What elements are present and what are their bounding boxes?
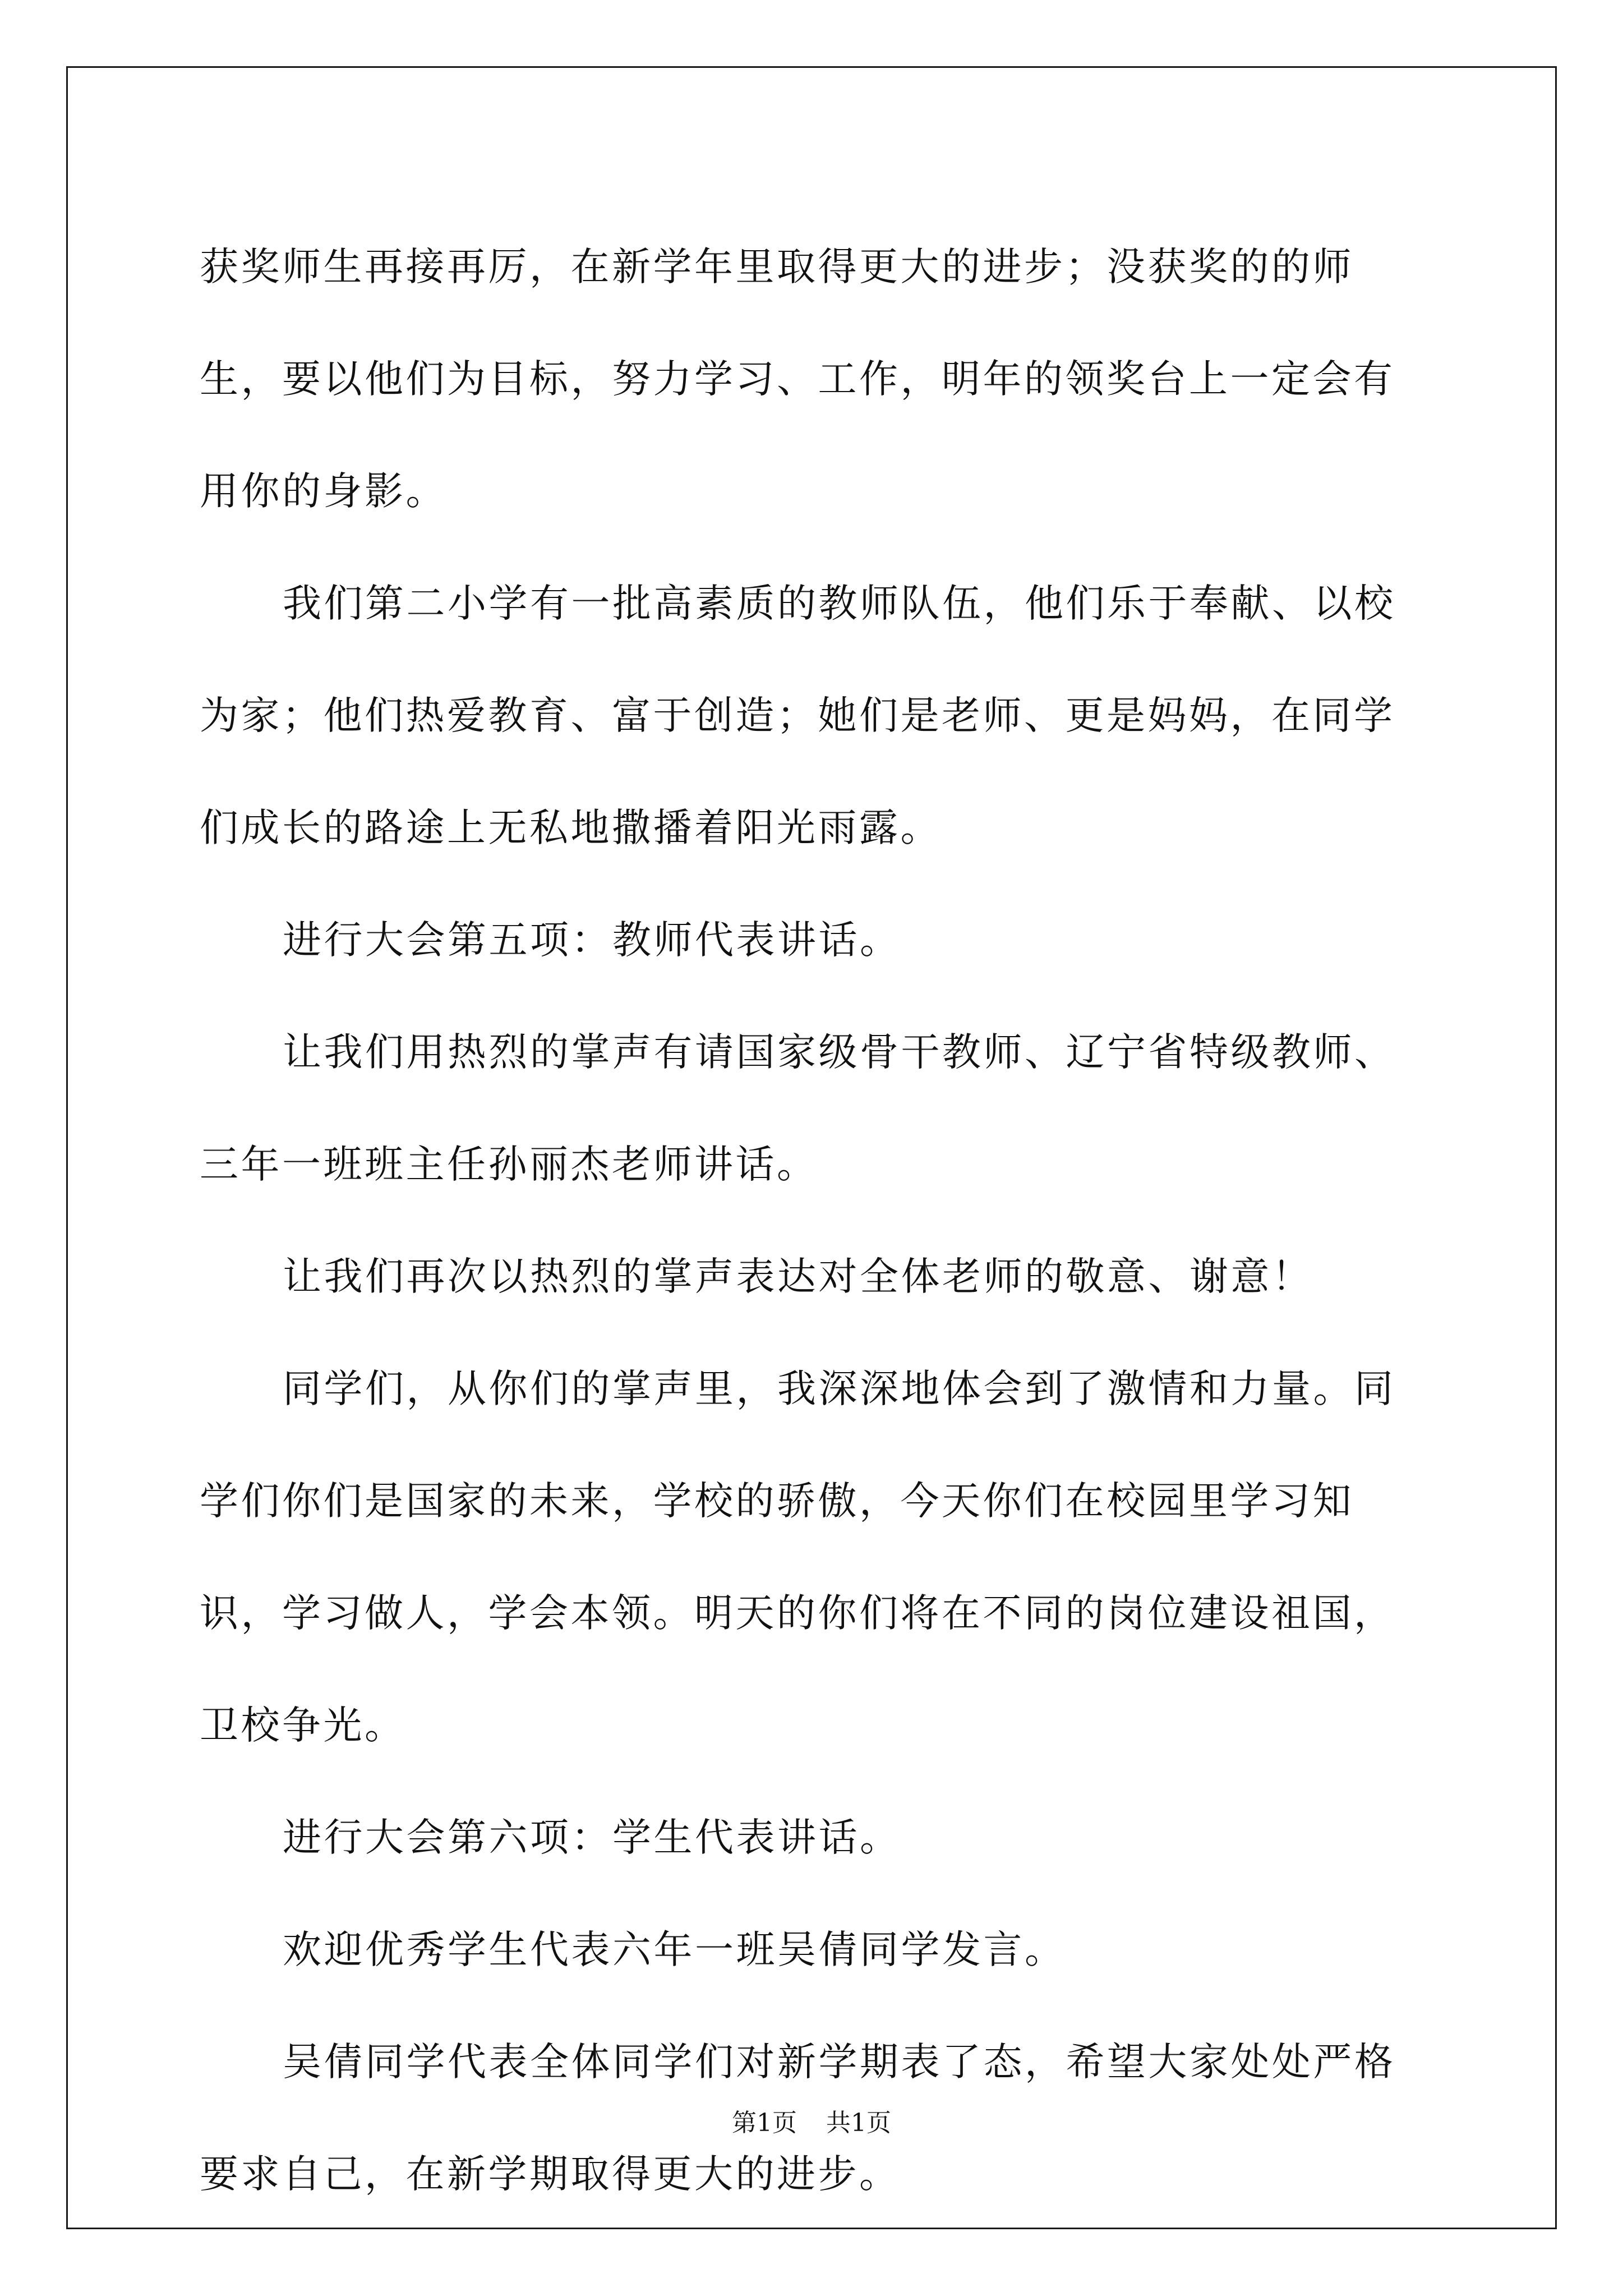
- page-number: 第1页: [732, 2109, 797, 2137]
- paragraph-3: 进行大会第五项：教师代表讲话。: [283, 918, 901, 963]
- document-body: [200, 211, 1428, 2230]
- paragraph-2: 我们第二小学有一批高素质的教师队伍，他们乐于奉献、以校为家；他们热爱教育、富于创造；她们是老师、更是妈妈，在同学们成长的路途上无私地撒播着阳光雨露。: [200, 581, 1396, 850]
- page-footer: [0, 2106, 1623, 2140]
- paragraph-4: 让我们用热烈的掌声有请国家级骨干教师、辽宁省特级教师、三年一班班主任孙丽杰老师讲话。: [200, 1030, 1396, 1187]
- paragraph-8: 欢迎优秀学生代表六年一班吴倩同学发言。: [283, 1927, 1066, 1972]
- paragraph-5: 让我们再次以热烈的掌声表达对全体老师的敬意、谢意！: [283, 1254, 1313, 1299]
- paragraph-9: 吴倩同学代表全体同学们对新学期表了态，希望大家处处严格要求自己，在新学期取得更大的进步。: [200, 2040, 1396, 2197]
- page-total: 共1页: [826, 2109, 891, 2137]
- paragraph-7: 进行大会第六项：学生代表讲话。: [283, 1815, 901, 1860]
- paragraph-6: 同学们，从你们的掌声里，我深深地体会到了激情和力量。同学们你们是国家的未来，学校的骄傲，今天你们在校园里学习知识，学习做人，学会本领。明天的你们将在不同的岗位建设祖国，卫校争光。: [200, 1366, 1396, 1748]
- paragraph-1: 获奖师生再接再厉，在新学年里取得更大的进步；没获奖的的师生，要以他们为目标，努力学习、工作，明年的领奖台上一定会有用你的身影。: [200, 245, 1395, 514]
